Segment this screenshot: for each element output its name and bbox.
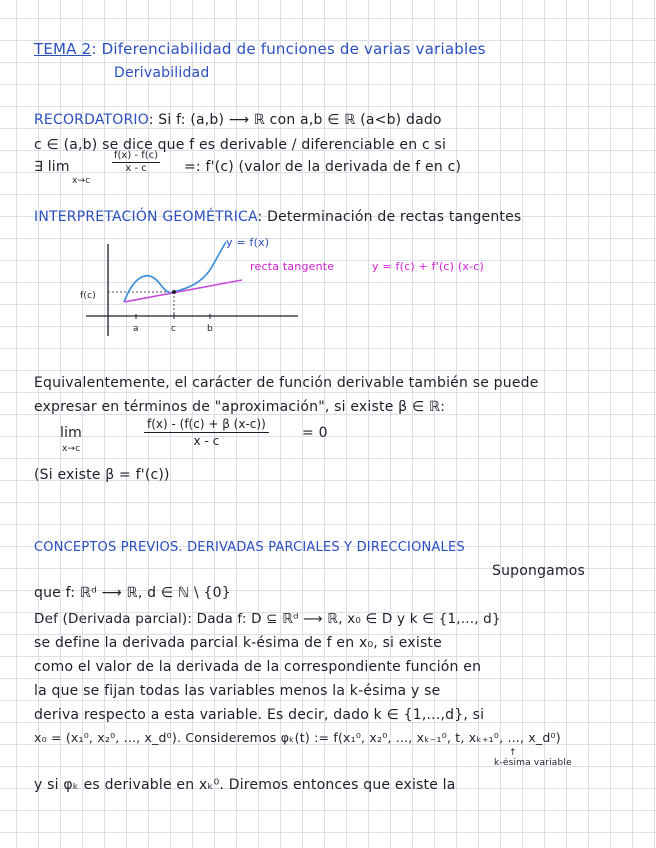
conceptos-line7: x₀ = (x₁⁰, x₂⁰, ..., x_d⁰). Consideremos φₖ(t) := f(x₁⁰, x₂⁰, ..., xₖ₋₁⁰, t, xₖ₊₁⁰, ..., x_d⁰) xyxy=(34,730,561,745)
recordatorio-lim-sub: x→c xyxy=(72,176,91,186)
tick-c-label: c xyxy=(171,324,177,334)
equivalente-lim-sub: x→c xyxy=(62,444,81,454)
curve-label: y = f(x) xyxy=(226,236,270,249)
recordatorio-result: =: f'(c) (valor de la derivada de f en c) xyxy=(184,159,462,175)
subtitle: Derivabilidad xyxy=(114,65,210,81)
kesima-arrow: ↑ xyxy=(509,748,517,758)
conceptos-line6: deriva respecto a esta variable. Es decir, dado k ∈ {1,...,d}, si xyxy=(34,707,485,723)
recordatorio-exists-lim: ∃ lim xyxy=(34,159,70,175)
conceptos-line3: se define la derivada parcial k-ésima de f en x₀, si existe xyxy=(34,635,442,651)
equivalente-line1: Equivalentemente, el carácter de función derivable también se puede xyxy=(34,375,539,391)
interpretacion-text: : Determinación de rectas tangentes xyxy=(257,209,522,225)
conceptos-line2: Def (Derivada parcial): Dada f: D ⊆ ℝᵈ ⟶ ℝ, x₀ ∈ D y k ∈ {1,..., d} xyxy=(34,611,501,627)
equivalente-fraction xyxy=(144,416,269,449)
interpretacion-line xyxy=(34,208,521,226)
title-line xyxy=(34,40,486,58)
conceptos-line8: y si φₖ es derivable en xₖ⁰. Diremos entonces que existe la xyxy=(34,777,456,793)
fc-label: f(c) xyxy=(80,291,96,301)
tangent-point xyxy=(172,290,176,294)
recordatorio-line1 xyxy=(34,111,442,129)
recordatorio-line2: c ∈ (a,b) se dice que f es derivable / diferenciable en c si xyxy=(34,137,447,153)
tangent-label: recta tangente xyxy=(250,260,335,273)
interpretacion-label: INTERPRETACIÓN GEOMÉTRICA xyxy=(34,209,258,225)
tangent-line xyxy=(124,280,242,302)
recordatorio-text1: : Si f: (a,b) ⟶ ℝ con a,b ∈ ℝ (a<b) dado xyxy=(148,112,442,128)
tema-label: TEMA 2 xyxy=(34,40,92,58)
kesima-note: k-ésima variable xyxy=(494,758,572,768)
equivalente-frac-num: f(x) - (f(c) + β (x-c)) xyxy=(144,416,269,433)
equivalente-lim: lim xyxy=(60,425,83,441)
recordatorio-label: RECORDATORIO xyxy=(34,112,149,128)
conceptos-heading: CONCEPTOS PREVIOS. DERIVADAS PARCIALES Y DIRECCIONALES xyxy=(34,540,465,555)
equivalente-frac-den: x - c xyxy=(193,434,220,448)
conceptos-line1: que f: ℝᵈ ⟶ ℝ, d ∈ ℕ \ {0} xyxy=(34,585,231,601)
recordatorio-frac-den: x - c xyxy=(125,163,147,174)
recordatorio-fraction xyxy=(112,150,160,175)
tick-b-label: b xyxy=(207,324,213,334)
equivalente-line2: expresar en términos de "aproximación", si existe β ∈ ℝ: xyxy=(34,399,446,415)
tema-title: : Diferenciabilidad de funciones de varias variables xyxy=(91,40,486,58)
tangent-equation: y = f(c) + f'(c) (x-c) xyxy=(372,260,484,273)
equivalente-note: (Si existe β = f'(c)) xyxy=(34,467,170,483)
recordatorio-frac-num: f(x) - f(c) xyxy=(114,150,159,161)
conceptos-line4: como el valor de la derivada de la correspondiente función en xyxy=(34,659,482,675)
tick-a-label: a xyxy=(133,324,139,334)
equivalente-eq-zero: = 0 xyxy=(302,425,328,441)
conceptos-line5: la que se fijan todas las variables menos la k-ésima y se xyxy=(34,683,441,699)
conceptos-supongamos: Supongamos xyxy=(492,563,586,579)
